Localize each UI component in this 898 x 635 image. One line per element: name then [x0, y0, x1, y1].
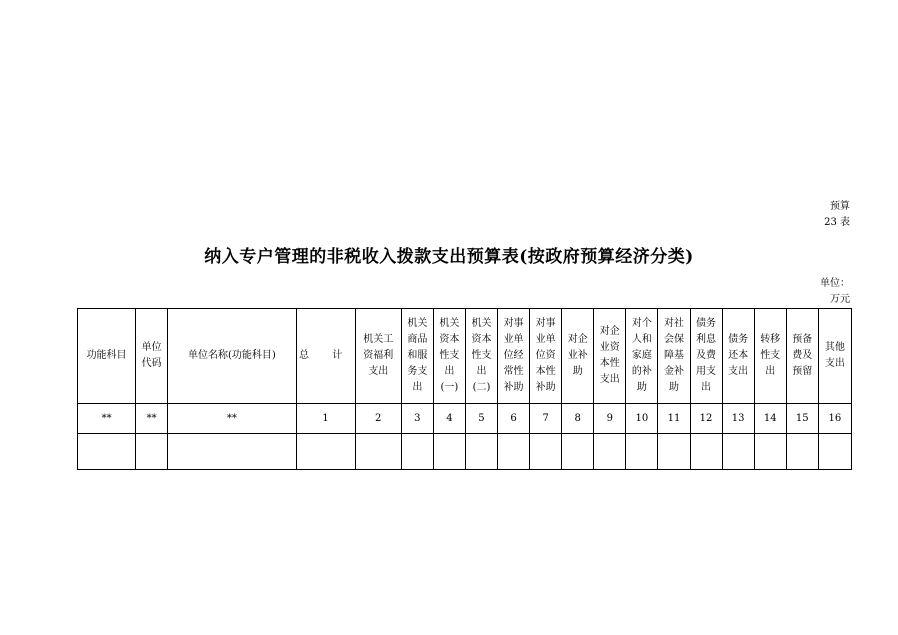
data-cell — [136, 434, 168, 470]
col-header-13: 债务还本支出 — [722, 309, 754, 404]
col-header-11: 对社会保障基金补助 — [658, 309, 690, 404]
header-row — [78, 309, 852, 404]
index-cell: 5 — [465, 404, 497, 434]
index-cell: 15 — [786, 404, 818, 434]
data-cell — [754, 434, 786, 470]
data-cell — [818, 434, 851, 470]
data-cell — [530, 434, 562, 470]
page-title: 纳入专户管理的非税收入拨款支出预算表(按政府预算经济分类) — [204, 247, 694, 267]
col-header-15: 预备费及预留 — [786, 309, 818, 404]
budget-table — [77, 308, 852, 470]
data-cell — [786, 434, 818, 470]
data-cell — [562, 434, 594, 470]
index-cell: 11 — [658, 404, 690, 434]
col-header-6: 对事业单位经常性补助 — [498, 309, 530, 404]
col-header-unit-name: 单位名称(功能科目) — [168, 309, 296, 404]
index-cell: 13 — [722, 404, 754, 434]
data-cell — [594, 434, 626, 470]
index-cell: 12 — [690, 404, 722, 434]
col-header-10: 对个人和家庭的补助 — [626, 309, 658, 404]
col-header-5: 机关资本性支出(二) — [465, 309, 497, 404]
col-header-total: 总 计 — [296, 309, 355, 404]
index-cell: 4 — [433, 404, 465, 434]
index-cell: 7 — [530, 404, 562, 434]
data-row — [78, 434, 852, 470]
index-cell: 8 — [562, 404, 594, 434]
col-header-8: 对企业补助 — [562, 309, 594, 404]
col-header-9: 对企业资本性支出 — [594, 309, 626, 404]
col-header-4: 机关资本性支出(一) — [433, 309, 465, 404]
data-cell — [498, 434, 530, 470]
data-cell — [722, 434, 754, 470]
col-header-16: 其他支出 — [818, 309, 851, 404]
index-row — [78, 404, 852, 434]
data-cell — [433, 434, 465, 470]
data-cell — [78, 434, 136, 470]
col-header-14: 转移性支出 — [754, 309, 786, 404]
col-header-2: 机关工资福利支出 — [355, 309, 401, 404]
index-cell: 16 — [818, 404, 851, 434]
data-cell — [296, 434, 355, 470]
index-cell: 2 — [355, 404, 401, 434]
unit-value: 万元 — [830, 294, 850, 305]
unit-label: 单位： — [820, 278, 850, 289]
data-cell — [355, 434, 401, 470]
index-cell: ** — [136, 404, 168, 434]
data-cell — [168, 434, 296, 470]
form-number-line1: 预算 — [830, 201, 850, 212]
col-header-12: 债务利息及费用支出 — [690, 309, 722, 404]
form-number-line2: 23 表 — [824, 217, 850, 228]
col-header-unit-code: 单位代码 — [136, 309, 168, 404]
form-number — [824, 199, 850, 231]
data-cell — [690, 434, 722, 470]
data-cell — [401, 434, 433, 470]
index-cell: 3 — [401, 404, 433, 434]
col-header-function-subject: 功能科目 — [78, 309, 136, 404]
data-cell — [626, 434, 658, 470]
unit-note — [820, 276, 850, 308]
col-header-3: 机关商品和服务支出 — [401, 309, 433, 404]
index-cell: 14 — [754, 404, 786, 434]
index-cell: 1 — [296, 404, 355, 434]
index-cell: ** — [168, 404, 296, 434]
index-cell: 6 — [498, 404, 530, 434]
col-header-7: 对事业单位资本性补助 — [530, 309, 562, 404]
data-cell — [465, 434, 497, 470]
index-cell: ** — [78, 404, 136, 434]
index-cell: 9 — [594, 404, 626, 434]
index-cell: 10 — [626, 404, 658, 434]
data-cell — [658, 434, 690, 470]
